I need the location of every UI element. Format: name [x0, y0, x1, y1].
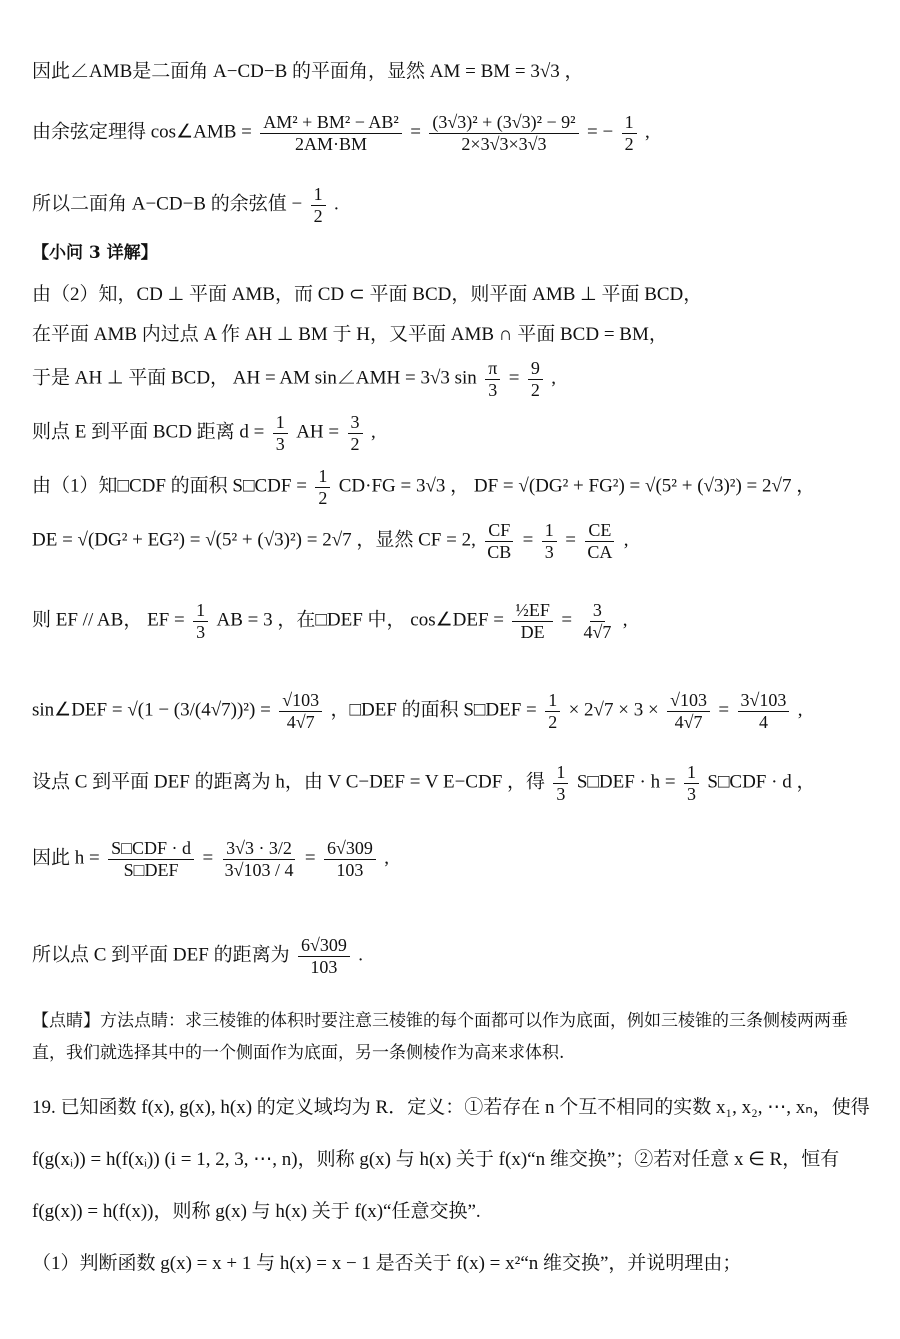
fraction: $\frac{1}{2}$	[545, 690, 560, 732]
fraction: $\frac{1}{3}$	[542, 520, 557, 562]
fraction: $\frac{3√103}{4}$	[738, 690, 790, 732]
fraction: $\frac{CF}{CB}$	[484, 520, 514, 562]
line-3: 所以二面角 A−CD−B 的余弦值 − $\frac{1}{2}$ .	[32, 184, 339, 226]
fraction: $\frac{CE}{CA}$	[587, 520, 613, 562]
line-13: 因此 h = $\frac{\text{S□CDF · d}}{\text{S□DEF}}$ = $\frac{3√3 \cdot 3/2}{3√103 / 4}$ = $\frac{6√309}{103}$ ,	[32, 838, 390, 880]
fraction: $\frac{1}{3}$	[553, 762, 568, 804]
fraction: $\frac{\pi}{3}$	[485, 358, 500, 400]
line-6: 于是 AH ⊥ 平面 BCD， AH = AM sin∠AMH = 3√3 sin $\frac{\pi}{3}$ = $\frac{9}{2}$ ,	[32, 358, 556, 400]
fraction: $\frac{9}{2}$	[528, 358, 543, 400]
line-7: 则点 E 到平面 BCD 距离 d = $\frac{1}{3}$ AH = $\frac{3}{2}$ ,	[32, 412, 376, 454]
question-19-line-2: f(g(xᵢ)) = h(f(xᵢ)) (i = 1, 2, 3, ⋯, n)，则称 g(x) 与 h(x) 关于 f(x)“n 维交换”；②若对任意 x ∈ R，恒有	[32, 1149, 840, 1170]
fraction: $\frac{1}{3}$	[684, 762, 699, 804]
fraction: $\frac{\text{AM² + BM² − AB²}}{2AM\cdot BM}$	[260, 112, 402, 154]
line-11: sin∠DEF = √(1 − (3/(4√7))²) = $\frac{√103}{4√7}$ ，□DEF 的面积 S□DEF = $\frac{1}{2}$ × 2√7 × 3 × $\frac{√103}{4√7}$ = $\frac{3√103}{4}$ ,	[32, 690, 803, 732]
line-14: 所以点 C 到平面 DEF 的距离为 $\frac{6√309}{103}$ .	[32, 935, 364, 977]
section-heading: 【小问 3 详解】	[32, 243, 158, 263]
fraction: $\frac{1}{3}$	[273, 412, 288, 454]
fraction: $\frac{1}{3}$	[193, 600, 208, 642]
fraction: $\frac{6√309}{103}$	[324, 838, 376, 880]
line-10: 则 EF // AB， EF = $\frac{1}{3}$ AB = 3 ，在□DEF 中， cos∠DEF = $\frac{\text{½EF}}{DE}$ = $\frac{3}{4√7}$ ,	[32, 600, 628, 642]
fraction: $\frac{1}{2}$	[311, 184, 326, 226]
fraction: $\frac{√103}{4√7}$	[279, 690, 322, 732]
line-8: 由（1）知□CDF 的面积 S□CDF = $\frac{1}{2}$ CD·FG = 3√3 ， DF = √(DG² + FG²) = √(5² + (√3)²) = 2√7 ，	[32, 466, 816, 508]
line-4: 由（2）知，CD ⊥ 平面 AMB，而 CD ⊂ 平面 BCD，则平面 AMB ⊥ 平面 BCD，	[32, 284, 703, 305]
line-1: 因此∠AMB是二面角 A−CD−B 的平面角，显然 AM = BM = 3√3 ，	[32, 61, 584, 82]
line-12: 设点 C 到平面 DEF 的距离为 h，由 V C−DEF = V E−CDF ，得 $\frac{1}{3}$ S□DEF · h = $\frac{1}{3}$ S□CDF · d ，	[32, 762, 816, 804]
fraction: $\frac{6√309}{103}$	[298, 935, 350, 977]
line-5: 在平面 AMB 内过点 A 作 AH ⊥ BM 于 H，又平面 AMB ∩ 平面 BCD = BM，	[32, 324, 668, 345]
fraction: $\frac{1}{2}$	[622, 112, 637, 154]
fraction: $\frac{3√3 \cdot 3/2}{3√103 / 4}$	[224, 838, 294, 880]
fraction: $\frac{\text{S□CDF · d}}{\text{S□DEF}}$	[108, 838, 194, 880]
question-19-line-4: （1）判断函数 g(x) = x + 1 与 h(x) = x − 1 是否关于 f(x) = x²“n 维交换”，并说明理由；	[32, 1253, 742, 1274]
fraction: $\frac{3}{4√7}$	[583, 600, 612, 642]
question-19-line-3: f(g(x)) = h(f(x))，则称 g(x) 与 h(x) 关于 f(x)“任意交换”.	[32, 1201, 481, 1222]
fraction: $\frac{\text{(3√3)² + (3√3)² − 9²}}{2\times 3√3\times 3√3}$	[429, 112, 578, 154]
fraction: $\frac{\text{½EF}}{DE}$	[512, 600, 553, 642]
line-2: 由余弦定理得 cos∠AMB = $\frac{\text{AM² + BM² − AB²}}{2AM\cdot BM}$ = $\frac{\text{(3√3)² + (3√3)² − 9²}}{2\times 3√3\times 3√3}$ = − $\frac{1}{2}$ ,	[32, 112, 650, 154]
fraction: $\frac{√103}{4√7}$	[667, 690, 710, 732]
question-19-line-1: 19. 已知函数 f(x), g(x), h(x) 的定义域均为 R．定义：①若存在 n 个互不相同的实数 x₁, x₂, ⋯, xₙ，使得	[32, 1097, 870, 1118]
fraction: $\frac{3}{2}$	[348, 412, 363, 454]
fraction: $\frac{1}{2}$	[315, 466, 330, 508]
line-9: DE = √(DG² + EG²) = √(5² + (√3)²) = 2√7 ，显然 CF = 2, $\frac{CF}{CB}$ = $\frac{1}{3}$ = $\frac{CE}{CA}$ ,	[32, 520, 629, 562]
tip-paragraph: 【点睛】方法点睛：求三棱锥的体积时要注意三棱锥的每个面都可以作为底面，例如三棱锥的三条侧棱两两垂直，我们就选择其中的一个侧面作为底面，另一条侧棱作为高来求体积.	[32, 1011, 848, 1064]
